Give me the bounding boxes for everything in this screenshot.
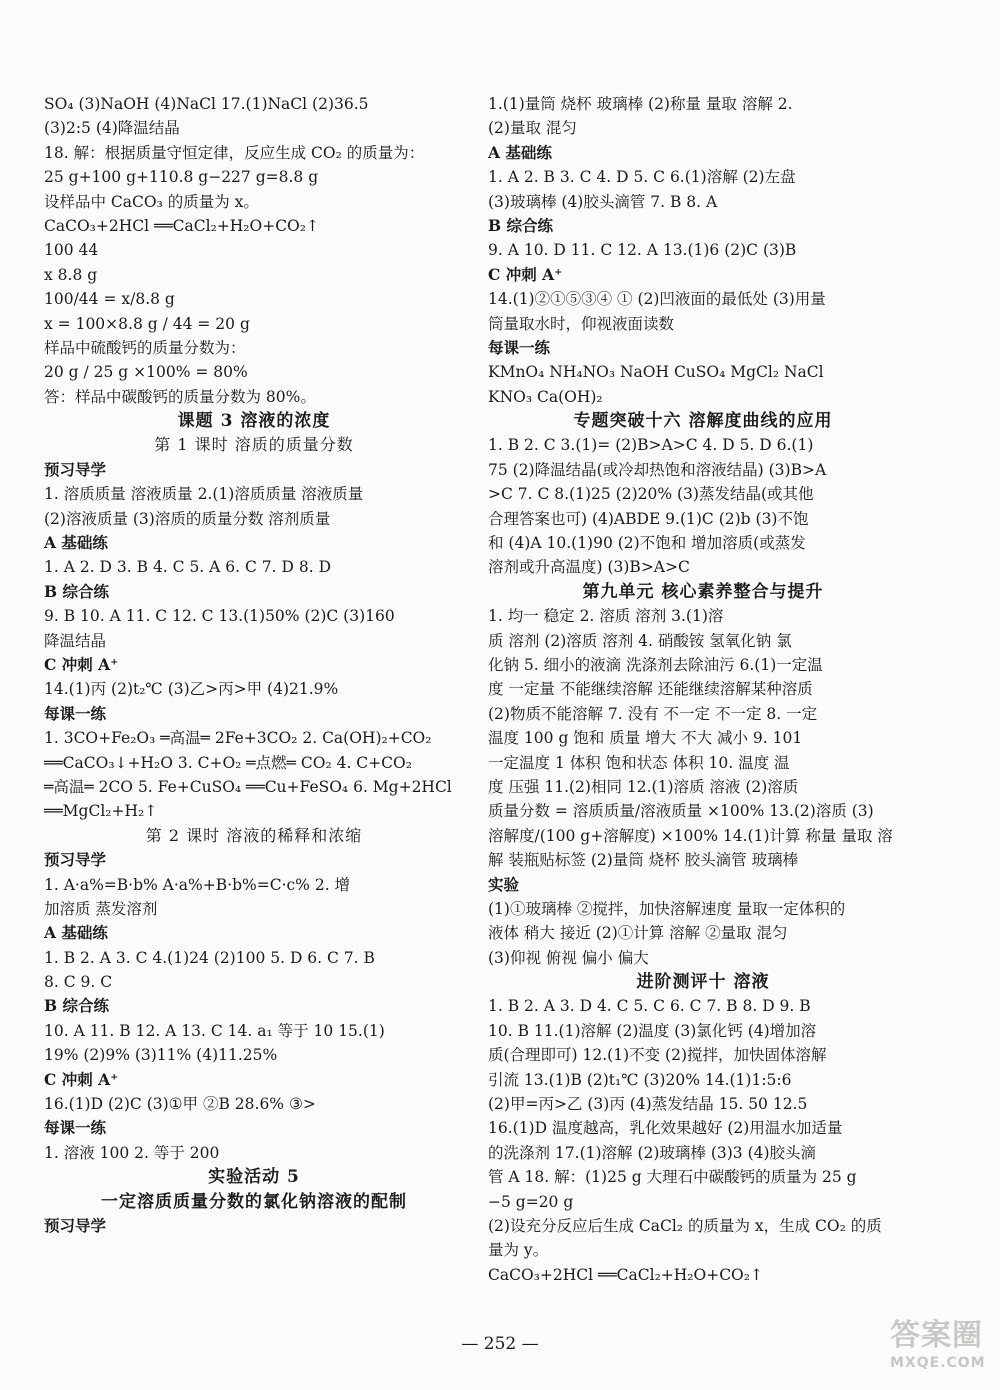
section-heading: 第 2 课时 溶液的稀释和浓缩 [145, 825, 363, 845]
answer-line: 加溶质 蒸发溶剂 [44, 899, 158, 918]
answer-line: 1. 溶液 100 2. 等于 200 [44, 1143, 220, 1162]
page-number: — 252 — [461, 1334, 539, 1354]
subsection-label: A 基础练 [44, 923, 108, 943]
section-heading: 实验活动 5 [208, 1167, 300, 1188]
answer-line: 样品中硫酸钙的质量分数为： [44, 338, 246, 357]
answer-line: 100/44 = x/8.8 g [44, 290, 175, 309]
answer-line: (1)①玻璃棒 ②搅拌，加快溶解速度 量取一定体积的 [488, 899, 846, 918]
subsection-label: 实验 [488, 874, 520, 894]
answer-line: 的洗涤剂 17.(1)溶解 (2)玻璃棒 (3)3 (4)胶头滴 [488, 1143, 817, 1162]
subsection-label: B 综合练 [44, 996, 109, 1016]
subsection-label: 每课一练 [44, 1118, 107, 1138]
answer-line: CaCO₃+2HCl ══CaCl₂+H₂O+CO₂↑ [44, 216, 319, 235]
section-heading: 一定溶质质量分数的氯化钠溶液的配制 [101, 1191, 407, 1212]
answer-line: 100 44 [44, 241, 99, 260]
answer-line: ══CaCO₃↓+H₂O 3. C+O₂ ═点燃═ CO₂ 4. C+CO₂ [44, 753, 412, 772]
answer-line: 一定温度 1 体积 饱和状态 体积 10. 温度 温 [488, 753, 790, 772]
answer-line: 引流 13.(1)B (2)t₁℃ (3)20% 14.(1)1:5:6 [488, 1070, 792, 1089]
answer-line: >C 7. C 8.(1)25 (2)20% (3)蒸发结晶(或其他 [488, 485, 814, 504]
subsection-label: C 冲刺 A⁺ [44, 654, 119, 674]
subsection-label: A 基础练 [44, 533, 108, 553]
answer-line: KMnO₄ NH₄NO₃ NaOH CuSO₄ MgCl₂ NaCl [488, 363, 824, 382]
left-column [44, 92, 464, 1238]
subsection-label: C 冲刺 A⁺ [488, 264, 563, 284]
answer-line: 8. C 9. C [44, 973, 113, 992]
answer-line: SO₄ (3)NaOH (4)NaCl 17.(1)NaCl (2)36.5 [44, 95, 369, 113]
answer-line: 1. B 2. C 3.(1)= (2)B>A>C 4. D 5. D 6.(1) [488, 436, 814, 455]
answer-line: 温度 100 g 饱和 质量 增大 不大 减小 9. 101 [488, 729, 803, 748]
section-heading: 第 1 课时 溶质的质量分数 [154, 435, 354, 455]
answer-line: 溶剂或升高温度) (3)B>A>C [488, 558, 690, 577]
answer-line: (3)2:5 (4)降温结晶 [44, 119, 180, 138]
answer-line: 液体 稍大 接近 (2)①计算 溶解 ②量取 混匀 [488, 924, 788, 943]
answer-line: 解 装瓶贴标签 (2)量筒 烧杯 胶头滴管 玻璃棒 [488, 851, 799, 870]
section-heading: 专题突破十六 溶解度曲线的应用 [573, 411, 833, 432]
answer-line: 10. B 11.(1)溶解 (2)温度 (3)氯化钙 (4)增加溶 [488, 1021, 817, 1040]
answer-line: 1. B 2. A 3. D 4. C 5. C 6. C 7. B 8. D 9. B [488, 997, 811, 1016]
answer-line: 质(合理即可) 12.(1)不变 (2)搅拌，加快固体溶解 [488, 1046, 827, 1065]
answer-line: 1. 均一 稳定 2. 溶质 溶剂 3.(1)溶 [488, 607, 724, 626]
answer-line: 和 (4)A 10.(1)90 (2)不饱和 增加溶质(或蒸发 [488, 534, 806, 553]
answer-line: (2)设充分反应后生成 CaCl₂ 的质量为 x，生成 CO₂ 的质 [488, 1216, 882, 1235]
answer-line: 16.(1)D (2)C (3)①甲 ②B 28.6% ③> [44, 1095, 316, 1114]
answer-line: 10. A 11. B 12. A 13. C 14. a₁ 等于 10 15.(1) [44, 1021, 385, 1040]
subsection-label: B 综合练 [44, 581, 109, 601]
answer-line: 质量分数 = 溶质质量/溶液质量 ×100% 13.(2)溶质 (3) [488, 802, 874, 821]
answer-line: 度 压强 11.(2)相同 12.(1)溶质 溶液 (2)溶质 [488, 777, 799, 796]
section-heading: 课题 3 溶液的浓度 [177, 411, 331, 432]
subsection-label: 每课一练 [488, 337, 551, 357]
answer-line: (2)物质不能溶解 7. 没有 不一定 不一定 8. 一定 [488, 704, 818, 723]
answer-line: (2)溶液质量 (3)溶质的质量分数 溶剂质量 [44, 509, 331, 528]
answer-line: x = 100×8.8 g / 44 = 20 g [44, 314, 250, 333]
answer-line: 量为 y。 [488, 1241, 549, 1260]
answer-line: 1. A 2. B 3. C 4. D 5. C 6.(1)溶解 (2)左盘 [488, 168, 796, 187]
answer-line: 75 (2)降温结晶(或冷却热饱和溶液结晶) (3)B>A [488, 460, 827, 479]
answer-line: 9. B 10. A 11. C 12. C 13.(1)50% (2)C (3)160 [44, 607, 395, 626]
subsection-label: A 基础练 [488, 142, 552, 162]
answer-line: x 8.8 g [44, 265, 98, 284]
answer-line: −5 g=20 g [488, 1192, 574, 1211]
answer-line: ══MgCl₂+H₂↑ [44, 802, 158, 821]
answer-line: (3)玻璃棒 (4)胶头滴管 7. B 8. A [488, 192, 718, 211]
answer-line: ═高温═ 2CO 5. Fe+CuSO₄ ══Cu+FeSO₄ 6. Mg+2HCl [44, 777, 452, 796]
right-column [488, 92, 918, 1287]
answer-line: 1. 溶质质量 溶液质量 2.(1)溶质质量 溶液质量 [44, 485, 364, 504]
subsection-label: C 冲刺 A⁺ [44, 1069, 119, 1089]
answer-line: 16.(1)D 温度越高，乳化效果越好 (2)用温水加适量 [488, 1119, 843, 1138]
answer-line: (2)量取 混匀 [488, 119, 577, 138]
answer-line: 18. 解：根据质量守恒定律，反应生成 CO₂ 的质量为： [44, 143, 425, 162]
answer-line: 合理答案也可) (4)ABDE 9.(1)C (2)b (3)不饱 [488, 509, 809, 528]
subsection-label: 每课一练 [44, 703, 107, 723]
subsection-label: 预习导学 [44, 459, 107, 479]
section-heading: 第九单元 核心素养整合与提升 [582, 581, 824, 602]
answer-line: 1. A·a%=B·b% A·a%+B·b%=C·c% 2. 增 [44, 875, 351, 894]
watermark-domain: MXQE.COM [890, 1355, 986, 1371]
answer-line: CaCO₃+2HCl ══CaCl₂+H₂O+CO₂↑ [488, 1265, 763, 1284]
answer-line: 19% (2)9% (3)11% (4)11.25% [44, 1046, 278, 1065]
answer-line: 度 一定量 不能继续溶解 还能继续溶解某种溶质 [488, 680, 813, 699]
answer-line: (3)仰视 俯视 偏小 偏大 [488, 948, 649, 967]
answer-line: 9. A 10. D 11. C 12. A 13.(1)6 (2)C (3)B [488, 241, 797, 260]
answer-line: 1. A 2. D 3. B 4. C 5. A 6. C 7. D 8. D [44, 558, 331, 577]
answer-line: 14.(1)②①⑤③④ ① (2)凹液面的最低处 (3)用量 [488, 290, 826, 309]
subsection-label: B 综合练 [488, 215, 553, 235]
answer-line: 管 A 18. 解：(1)25 g 大理石中碳酸钙的质量为 25 g [488, 1168, 857, 1187]
answer-line: 筒量取水时，仰视液面读数 [488, 314, 675, 333]
answer-line: 1. B 2. A 3. C 4.(1)24 (2)100 5. D 6. C 7. B [44, 948, 375, 967]
answer-line: KNO₃ Ca(OH)₂ [488, 387, 603, 406]
answer-line: 降温结晶 [44, 631, 107, 650]
subsection-label: 预习导学 [44, 850, 107, 870]
answer-line: 25 g+100 g+110.8 g−227 g=8.8 g [44, 168, 319, 187]
answer-line: 14.(1)丙 (2)t₂℃ (3)乙>丙>甲 (4)21.9% [44, 680, 339, 699]
answer-line: 20 g / 25 g ×100% = 80% [44, 363, 248, 382]
answer-line: 1. 3CO+Fe₂O₃ ═高温═ 2Fe+3CO₂ 2. Ca(OH)₂+CO₂ [44, 729, 432, 748]
answer-line: 设样品中 CaCO₃ 的质量为 x。 [44, 192, 259, 211]
section-heading: 进阶测评十 溶液 [636, 972, 770, 993]
answer-line: (2)甲=丙>乙 (3)丙 (4)蒸发结晶 15. 50 12.5 [488, 1095, 808, 1114]
answer-line: 化钠 5. 细小的液滴 洗涤剂去除油污 6.(1)一定温 [488, 655, 823, 674]
answer-line: 质 溶剂 (2)溶质 溶剂 4. 硝酸铵 氢氧化钠 氯 [488, 631, 792, 650]
watermark-logo [890, 1318, 990, 1380]
answer-line: 溶解度/(100 g+溶解度) ×100% 14.(1)计算 称量 量取 溶 [488, 826, 893, 845]
answer-line: 答：样品中碳酸钙的质量分数为 80%。 [44, 387, 316, 406]
answer-line: 1.(1)量筒 烧杯 玻璃棒 (2)称量 量取 溶解 2. [488, 95, 793, 113]
subsection-label: 预习导学 [44, 1215, 107, 1235]
watermark-logo-text: 答案圈 [890, 1318, 983, 1353]
